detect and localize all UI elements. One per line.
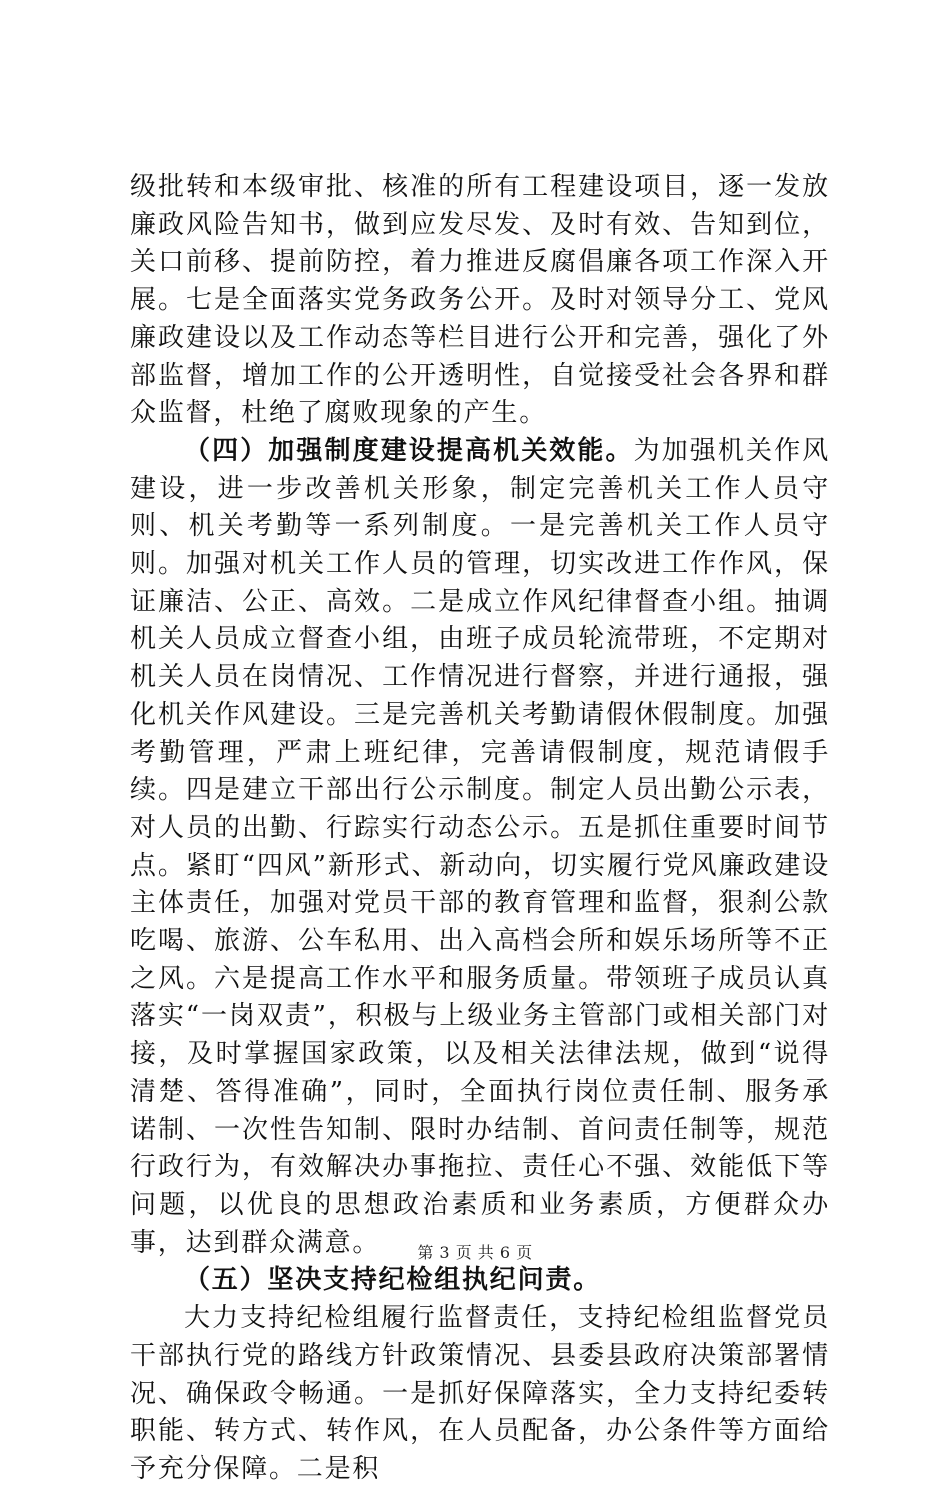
paragraph-2-body: 为加强机关作风建设，进一步改善机关形象，制定完善机关工作人员守则、机关考勤等一系列制度。一是完善机关工作人员守则。加强对机关工作人员的管理，切实改进工作作风，保证廉洁、公正、高效。二是成立作风纪律督查小组。抽调机关人员成立督查小组，由班子成员轮流带班，不定期对机关人员在岗情况、工作情况进行督察，并进行通报，强化机关作风建设。三是完善机关考勤请假休假制度。加强考勤管理，严肃上班纪律，完善请假制度，规范请假手续。四是建立干部出行公示制度。制定人员出勤公示表，对人员的出勤、行踪实行动态公示。五是抓住重要时间节点。紧盯“四风”新形式、新动向，切实履行党风廉政建设主体责任，加强对党员干部的教育管理和监督，狠刹公款吃喝、旅游、公车私用、出入高档会所和娱乐场所等不正之风。六是提高工作水平和服务质量。带领班子成员认真落实“一岗双责”，积极与上级业务主管部门或相关部门对接，及时掌握国家政策，以及相关法律法规，做到“说得清楚、答得准确”，同时，全面执行岗位责任制、服务承诺制、一次性告知制、限时办结制、首问责任制等，规范行政行为，有效解决办事拖拉、责任心不强、效能低下等问题，以优良的思想政治素质和业务素质，方便群众办事，达到群众满意。 (130, 435, 830, 1258)
section-heading-5: （五）坚决支持纪检组执纪问责。 (184, 1265, 602, 1296)
paragraph-4: 大力支持纪检组履行监督责任，支持纪检组监督党员干部执行党的路线方针政策情况、县委县政府决策部署情况、确保政令畅通。一是抓好保障落实，全力支持纪委转职能、转方式、转作风，在人员配备，办公条件等方面给予充分保障。二是积 (130, 1303, 830, 1484)
document-body (130, 169, 830, 1489)
section-heading-4: （四）加强制度建设提高机关效能。 (184, 435, 634, 466)
page-number-footer: 第 3 页 共 6 页 (417, 1243, 533, 1262)
paragraph-2 (130, 433, 830, 1262)
paragraph-1: 级批转和本级审批、核准的所有工程建设项目，逐一发放廉政风险告知书，做到应发尽发、及时有效、告知到位，关口前移、提前防控，着力推进反腐倡廉各项工作深入开展。七是全面落实党务政务公开。及时对领导分工、党风廉政建设以及工作动态等栏目进行公开和完善，强化了外部监督，增加工作的公开透明性，自觉接受社会各界和群众监督，杜绝了腐败现象的产生。 (130, 172, 830, 429)
